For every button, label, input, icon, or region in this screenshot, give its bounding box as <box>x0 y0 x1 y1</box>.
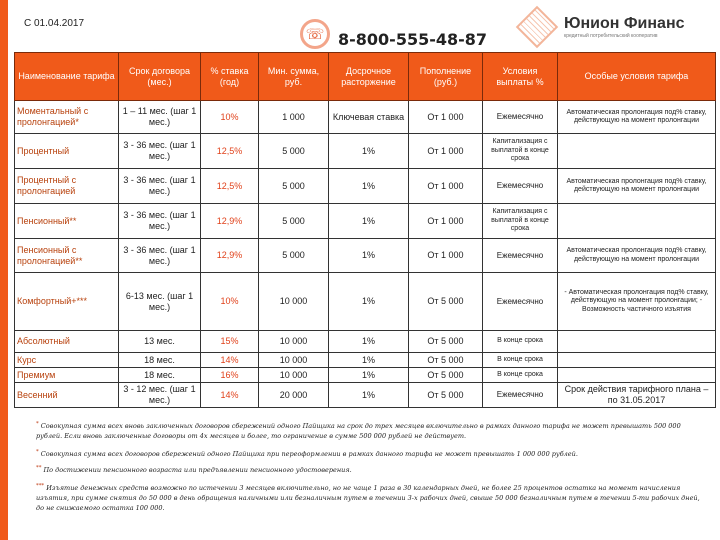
min-amount-cell: 10 000 <box>259 368 329 383</box>
special-conditions-cell: Автоматическая пролонгация под% ставку, действующую на момент пролонгации <box>558 239 716 273</box>
table-row <box>15 353 716 368</box>
column-header: Пополнение (руб.) <box>409 53 483 101</box>
payout-terms-cell: Капитализация с выплатой в конце срока <box>483 204 558 239</box>
tariff-table <box>14 52 716 408</box>
special-conditions-cell <box>558 331 716 353</box>
column-header: Мин. сумма, руб. <box>259 53 329 101</box>
special-conditions-cell: Автоматическая пролонгация под% ставку, действующую на момент пролонгации <box>558 169 716 204</box>
top-up-cell: От 5 000 <box>409 353 483 368</box>
phone-icon: ☏ <box>300 19 330 49</box>
rate-cell: 12,5% <box>201 169 259 204</box>
footnote-mark: * <box>36 421 39 427</box>
effective-date: С 01.04.2017 <box>24 18 85 29</box>
top-up-cell: От 1 000 <box>409 134 483 169</box>
tariff-name-cell: Процентный <box>15 134 119 169</box>
rate-cell: 12,9% <box>201 239 259 273</box>
min-amount-cell: 10 000 <box>259 273 329 331</box>
column-header: Наименование тарифа <box>15 53 119 101</box>
side-accent-bar <box>0 0 8 540</box>
special-conditions-cell: - Автоматическая пролонгация под% ставку, действующую на момент пролонгации; - Возможность частичного изъятия <box>558 273 716 331</box>
table-row <box>15 204 716 239</box>
early-termination-cell: 1% <box>329 368 409 383</box>
term-cell: 3 - 36 мес. (шаг 1 мес.) <box>119 169 201 204</box>
payout-terms-cell: Ежемесячно <box>483 239 558 273</box>
special-conditions-cell: Автоматическая пролонгация под% ставку, действующую на момент пролонгации <box>558 101 716 134</box>
payout-terms-cell: Капитализация с выплатой в конце срока <box>483 134 558 169</box>
rate-cell: 16% <box>201 368 259 383</box>
term-cell: 3 - 36 мес. (шаг 1 мес.) <box>119 239 201 273</box>
footnote-text: Совокупная сумма всех договоров сбережений одного Пайщика при переоформлении в рамках данного тарифа не может превышать 1 000 000 рублей. <box>40 450 578 459</box>
term-cell: 6-13 мес. (шаг 1 мес.) <box>119 273 201 331</box>
tariff-name-cell: Пенсионный с пролонгацией** <box>15 239 119 273</box>
table-row <box>15 239 716 273</box>
table-row <box>15 101 716 134</box>
min-amount-cell: 1 000 <box>259 101 329 134</box>
brand-logo <box>522 12 685 42</box>
min-amount-cell: 20 000 <box>259 383 329 408</box>
table-row <box>15 273 716 331</box>
tariff-name-cell: Премиум <box>15 368 119 383</box>
term-cell: 1 – 11 мес. (шаг 1 мес.) <box>119 101 201 134</box>
min-amount-cell: 5 000 <box>259 239 329 273</box>
early-termination-cell: 1% <box>329 239 409 273</box>
early-termination-cell: 1% <box>329 331 409 353</box>
rate-cell: 10% <box>201 273 259 331</box>
footnote <box>36 420 706 442</box>
top-up-cell: От 5 000 <box>409 273 483 331</box>
term-cell: 3 - 36 мес. (шаг 1 мес.) <box>119 204 201 239</box>
term-cell: 13 мес. <box>119 331 201 353</box>
tariff-name-cell: Пенсионный** <box>15 204 119 239</box>
early-termination-cell: 1% <box>329 134 409 169</box>
early-termination-cell: 1% <box>329 353 409 368</box>
top-up-cell: От 1 000 <box>409 239 483 273</box>
rate-cell: 12,9% <box>201 204 259 239</box>
table-row <box>15 383 716 408</box>
footnote-mark: * <box>36 449 39 455</box>
special-conditions-cell: Срок действия тарифного плана – по 31.05.2017 <box>558 383 716 408</box>
table-row <box>15 134 716 169</box>
rate-cell: 15% <box>201 331 259 353</box>
footnote-mark: ** <box>36 465 42 471</box>
tariff-name-cell: Абсолютный <box>15 331 119 353</box>
special-conditions-cell <box>558 353 716 368</box>
footnote-mark: *** <box>36 483 45 489</box>
top-up-cell: От 1 000 <box>409 101 483 134</box>
term-cell: 18 мес. <box>119 368 201 383</box>
tariff-name-cell: Процентный с пролонгацией <box>15 169 119 204</box>
rate-cell: 14% <box>201 353 259 368</box>
tariff-name-cell: Моментальный с пролонгацией* <box>15 101 119 134</box>
table-row <box>15 331 716 353</box>
term-cell: 3 - 36 мес. (шаг 1 мес.) <box>119 134 201 169</box>
table-row <box>15 368 716 383</box>
min-amount-cell: 10 000 <box>259 353 329 368</box>
top-up-cell: От 5 000 <box>409 331 483 353</box>
payout-terms-cell: В конце срока <box>483 331 558 353</box>
footnote <box>36 448 706 460</box>
footnote-text: Совокупная сумма всех вновь заключенных договоров сбережений одного Пайщика на срок до трех месяцев включительно в рамках данного тарифа не может превышать 500 000 рублей. Если вновь заключенные договоры от 4х месяцев и более, то ограничение в сумме 500 000 рублей не действует. <box>36 422 681 440</box>
tariff-name-cell: Весенний <box>15 383 119 408</box>
brand-tagline: кредитный потребительский кооператив <box>564 33 658 39</box>
footnote <box>36 482 706 513</box>
tariff-name-cell: Комфортный+*** <box>15 273 119 331</box>
tariff-name-cell: Курс <box>15 353 119 368</box>
footnote-text: Изъятие денежных средств возможно по истечении 3 месяцев включительно, но не чаще 1 раза в 30 календарных дней, не более 25 процентов остатка на момент начисления изъятия, при сумме снятия до 50 000 в день обращения наличными или безналичным путем в течении 3-х рабочих дней, свыше 50 000 безналичным путем в течении 5-ти рабочих дней, до не снижаемого остатка 100 000. <box>36 484 700 512</box>
early-termination-cell: 1% <box>329 204 409 239</box>
column-header: Срок договора (мес.) <box>119 53 201 101</box>
column-header: Особые условия тарифа <box>558 53 716 101</box>
table-row <box>15 169 716 204</box>
phone-number[interactable]: 8-800-555-48-87 <box>338 30 488 49</box>
min-amount-cell: 5 000 <box>259 134 329 169</box>
footnote <box>36 464 706 476</box>
column-header: % ставка (год) <box>201 53 259 101</box>
payout-terms-cell: Ежемесячно <box>483 383 558 408</box>
min-amount-cell: 5 000 <box>259 204 329 239</box>
early-termination-cell: 1% <box>329 169 409 204</box>
top-up-cell: От 5 000 <box>409 368 483 383</box>
special-conditions-cell <box>558 204 716 239</box>
min-amount-cell: 5 000 <box>259 169 329 204</box>
term-cell: 18 мес. <box>119 353 201 368</box>
table-header-row <box>15 53 716 101</box>
rate-cell: 14% <box>201 383 259 408</box>
early-termination-cell: 1% <box>329 273 409 331</box>
brand-name: Юнион Финанс <box>564 15 685 32</box>
column-header: Условия выплаты % <box>483 53 558 101</box>
payout-terms-cell: В конце срока <box>483 368 558 383</box>
top-up-cell: От 5 000 <box>409 383 483 408</box>
rate-cell: 10% <box>201 101 259 134</box>
top-up-cell: От 1 000 <box>409 204 483 239</box>
payout-terms-cell: Ежемесячно <box>483 101 558 134</box>
phone-block <box>300 18 487 49</box>
early-termination-cell: 1% <box>329 383 409 408</box>
early-termination-cell: Ключевая ставка <box>329 101 409 134</box>
payout-terms-cell: Ежемесячно <box>483 273 558 331</box>
term-cell: 3 - 12 мес. (шаг 1 мес.) <box>119 383 201 408</box>
top-up-cell: От 1 000 <box>409 169 483 204</box>
special-conditions-cell <box>558 134 716 169</box>
min-amount-cell: 10 000 <box>259 331 329 353</box>
special-conditions-cell <box>558 368 716 383</box>
column-header: Досрочное расторжение <box>329 53 409 101</box>
payout-terms-cell: Ежемесячно <box>483 169 558 204</box>
logo-mark-icon <box>516 6 558 48</box>
payout-terms-cell: В конце срока <box>483 353 558 368</box>
rate-cell: 12,5% <box>201 134 259 169</box>
footnote-text: По достижении пенсионного возраста или предъявлении пенсионного удостоверения. <box>43 466 352 475</box>
